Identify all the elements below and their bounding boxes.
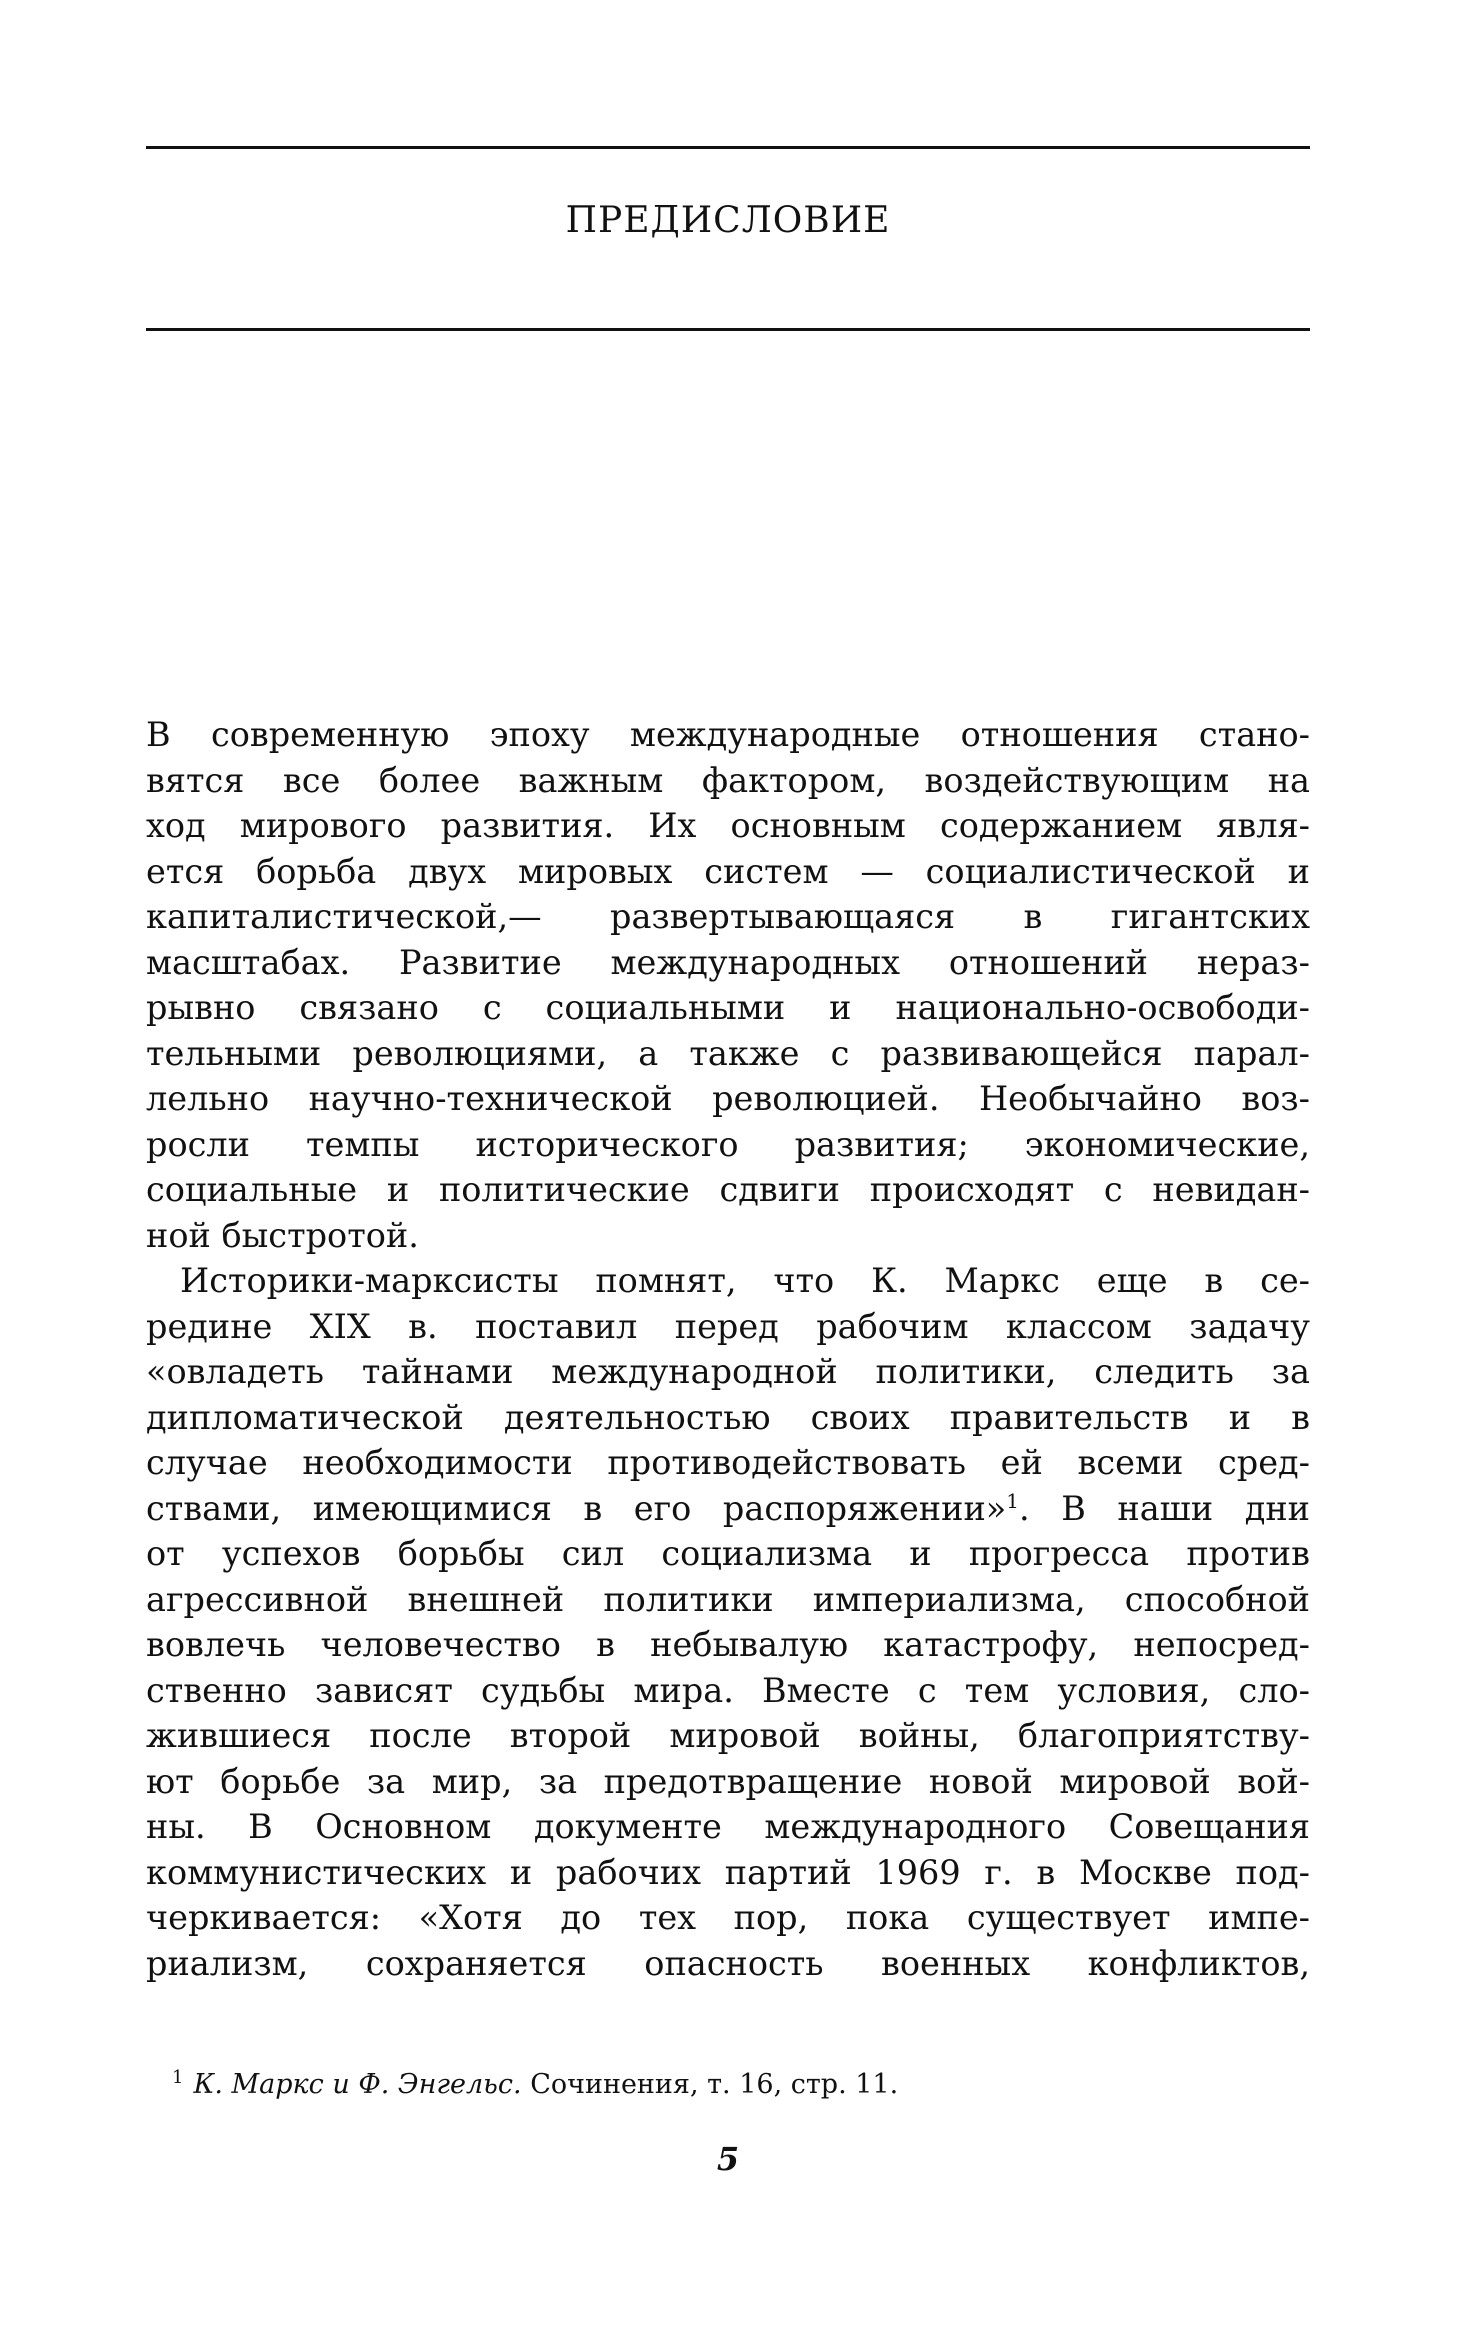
text-line: дипломатической деятельностью своих правительств и в [146,1397,1310,1437]
text-line: ны. В Основном документе международного Совещания [146,1807,1310,1846]
text-line: ход мирового развития. Их основным содержанием явля- [146,806,1310,845]
text-line: лельно научно-технической революцией. Необычайно воз- [146,1079,1310,1118]
footnote-source: Сочинения, т. 16, стр. 11. [530,2069,899,2100]
text-line-end: . В наши дни [1019,1488,1310,1528]
bottom-rule [146,328,1310,331]
text-line: росли темпы исторического развития; экономические, [146,1124,1310,1164]
text-line: риализм, сохраняется опасность военных конфликтов, [146,1943,1310,1983]
text-line: социальные и политические сдвиги происходят с невидан- [146,1170,1310,1209]
text-line: Историки-марксисты помнят, что К. Маркс еще в се- [180,1261,1310,1300]
page-number: 5 [716,2140,740,2178]
footnote [172,2058,898,2105]
footnote-reference: 1 [1006,1488,1020,1513]
top-rule [146,146,1310,149]
text-line: от успехов борьбы сил социализма и прогресса против [146,1534,1310,1573]
page-title: ПРЕДИСЛОВИЕ [565,200,891,241]
text-line: тельными революциями, а также с развивающейся парал- [146,1033,1310,1073]
text-line: ственно зависят судьбы мира. Вместе с тем условия, сло- [146,1670,1310,1710]
text-line: масштабах. Развитие международных отношений нераз- [146,942,1310,982]
text-line: рывно связано с социальными и национально-освободи- [146,988,1310,1027]
text-line: «овладеть тайнами международной политики, следить за [146,1352,1310,1391]
text-line: случае необходимости противодействовать ей всеми сред- [146,1443,1310,1482]
text-line: ют борьбе за мир, за предотвращение новой мировой вой- [146,1761,1310,1801]
text-line: ной быстротой. [146,1215,419,1255]
text-line: вятся все более важным фактором, воздействующим на [146,760,1310,800]
text-line: коммунистических и рабочих партий 1969 г. в Москве под- [146,1852,1310,1892]
text-line: редине XIX в. поставил перед рабочим классом задачу [146,1306,1310,1346]
text-line-start: ствами, имеющимися в его распоряжении» [146,1488,1007,1528]
text-line: В современную эпоху международные отношения стано- [146,715,1310,754]
text-line: вовлечь человечество в небывалую катастрофу, непосред- [146,1625,1310,1664]
body-text [146,712,1310,1986]
footnote-authors: К. Маркс и Ф. Энгельс. [193,2069,522,2100]
text-line: агрессивной внешней политики империализма, способной [146,1579,1310,1619]
text-line: черкивается: «Хотя до тех пор, пока существует импе- [146,1898,1310,1937]
text-line: капиталистической,— развертывающаяся в гигантских [146,897,1310,936]
footnote-mark: 1 [172,2067,184,2088]
text-line: жившиеся после второй мировой войны, благоприятству- [146,1716,1310,1755]
text-line: ется борьба двух мировых систем — социалистической и [146,851,1310,891]
text-line-with-footnote [146,1486,1310,1532]
